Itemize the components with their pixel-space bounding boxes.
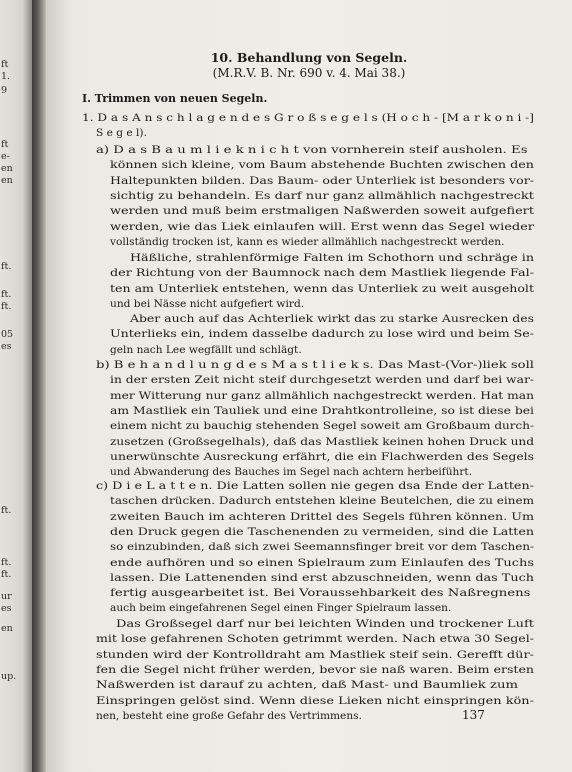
text-line: fen die Segel nicht früher werden, bevor sie naß waren. Beim ersten	[96, 663, 534, 676]
left-page-fragment: 9	[1, 85, 8, 96]
text-line: geln nach Lee wegfällt und schlägt.	[110, 343, 302, 356]
text-line: ende aufhören und so einen Spielraum zum Einlaufen des Tuchs	[110, 556, 534, 569]
text-line: Haltepunkten bilden. Das Baum- oder Unterliek ist besonders vor-	[110, 174, 534, 187]
text-line: zweiten Bauch im achteren Drittel des Segels führen können. Um	[110, 510, 534, 523]
left-page-fragment: ft.	[1, 569, 12, 580]
left-page-fragment: ft.	[1, 261, 12, 272]
left-page-fragment: ft	[1, 59, 9, 70]
text-line: Unterlieks ein, indem dasselbe dadurch zu lose wird und beim Se-	[110, 328, 534, 341]
right-page	[46, 0, 572, 772]
left-page-fragment: ur	[1, 591, 12, 602]
text-line: stunden wird der Kontrolldraht am Mastliek steif sein. Gerefft dür-	[96, 648, 534, 661]
text-line: mer Witterung nur ganz allmählich nachgestreckt werden. Hat man	[110, 389, 534, 402]
left-page-fragment: en	[1, 163, 13, 174]
text-line: auch beim eingefahrenen Segel einen Finger Spielraum lassen.	[110, 602, 452, 615]
section-heading: I. Trimmen von neuen Segeln.	[82, 92, 268, 105]
text-line: einem nicht zu bauchig stehenden Segel soweit am Großbaum durch-	[110, 420, 534, 433]
text-line: fertig ausgearbeitet ist. Bei Voraussehbarkeit des Naßregnens	[110, 587, 531, 600]
left-page-fragment: ft.	[1, 289, 12, 300]
text-line: Aber auch auf das Achterliek wirkt das zu starke Ausrecken des	[130, 313, 534, 325]
left-page-fragment: ft.	[1, 505, 12, 516]
text-line: in der ersten Zeit nicht steif durchgesetzt werden und darf bei war-	[110, 374, 534, 387]
text-line: am Mastliek ein Tauliek und eine Drahtkontrolleine, so ist diese bei	[110, 404, 534, 417]
text-line: lassen. Die Lattenenden sind erst abzuschneiden, wenn das Tuch	[110, 571, 534, 584]
text-line: werden und muß beim erstmaligen Naßwerden soweit aufgefiert	[110, 205, 534, 218]
book-gutter	[32, 0, 46, 772]
text-line: taschen drücken. Dadurch entstehen kleine Beutelchen, die zu einem	[110, 495, 534, 508]
text-line: können sich kleine, vom Baum abstehende Buchten zwischen den	[110, 159, 534, 172]
text-line: den Druck gegen die Taschenenden zu vermeiden, sind die Latten	[110, 525, 534, 538]
text-line: Häßliche, strahlenförmige Falten im Schothorn und schräge in	[130, 252, 534, 264]
text-line: S e g e l).	[96, 127, 147, 139]
text-line: sichtig zu behandeln. Es darf nur ganz allmählich nachgestreckt	[110, 189, 534, 202]
text-line: vollständig trocken ist, kann es wieder allmählich nachgestreckt werden.	[110, 235, 505, 248]
left-page-fragment: ft.	[1, 301, 12, 312]
left-page-fragment: 05	[1, 329, 14, 340]
left-page-fragment: 1.	[1, 71, 11, 82]
left-page-fragment: en	[1, 623, 13, 634]
page-number: 137	[462, 708, 485, 722]
text-line: a) D a s B a u m l i e k n i c h t von vornherein steif ausholen. Es	[96, 144, 528, 156]
left-page-fragment: ft.	[1, 557, 12, 568]
left-page-edge	[0, 0, 32, 772]
text-line: Naßwerden ist darauf zu achten, daß Mast- und Baumliek zum	[96, 679, 519, 692]
text-line: und bei Nässe nicht aufgefiert wird.	[110, 297, 305, 310]
text-line: und Abwanderung des Bauches im Segel nach achtern herbeiführt.	[110, 466, 473, 479]
text-line: b) B e h a n d l u n g d e s M a s t l i e k s. Das Mast-(Vor-)liek soll	[96, 359, 534, 371]
left-page-fragment: e-	[1, 151, 10, 162]
text-line: Einspringen gelöst sind. Wenn diese Lieken nicht einspringen kön-	[96, 694, 534, 707]
text-line: so einzubinden, daß sich zwei Seemannsfinger breit vor dem Taschen-	[110, 541, 534, 554]
text-line: nen, besteht eine große Gefahr des Vertrimmens.	[96, 709, 362, 722]
text-line: werden, wie das Liek einlaufen will. Erst wenn das Segel wieder	[110, 220, 534, 233]
text-line: zusetzen (Großsegelhals), daß das Mastliek keinen hohen Druck und	[110, 435, 534, 448]
text-line: ten am Unterliek entstehen, wenn das Unterliek zu weit ausgeholt	[110, 282, 534, 295]
text-line: unerwünschte Ausreckung erfährt, die ein Flachwerden des Segels	[110, 450, 534, 463]
page-subtitle: (M.R.V. B. Nr. 690 v. 4. Mai 38.)	[212, 66, 406, 80]
text-line: mit lose gefahrenen Schoten getrimmt werden. Nach etwa 30 Segel-	[96, 633, 534, 646]
left-page-fragment: es	[1, 341, 12, 352]
text-line: c) D i e L a t t e n. Die Latten sollen nie gegen dsa Ende der Latten-	[96, 480, 534, 492]
page-title: 10. Behandlung von Segeln.	[210, 50, 408, 65]
text-line: 1. D a s A n s c h l a g e n d e s G r o ß s e g e l s (H o c h - [M a r k o n i -]	[82, 112, 534, 124]
text-line: der Richtung von der Baumnock nach dem Mastliek liegende Fal-	[110, 267, 534, 280]
left-page-fragment: en	[1, 175, 13, 186]
left-page-fragment: ft	[1, 139, 9, 150]
left-page-fragment: up.	[1, 671, 17, 682]
left-page-fragment: es	[1, 603, 12, 614]
text-line: Das Großsegel darf nur bei leichten Winden und trockener Luft	[116, 618, 534, 630]
